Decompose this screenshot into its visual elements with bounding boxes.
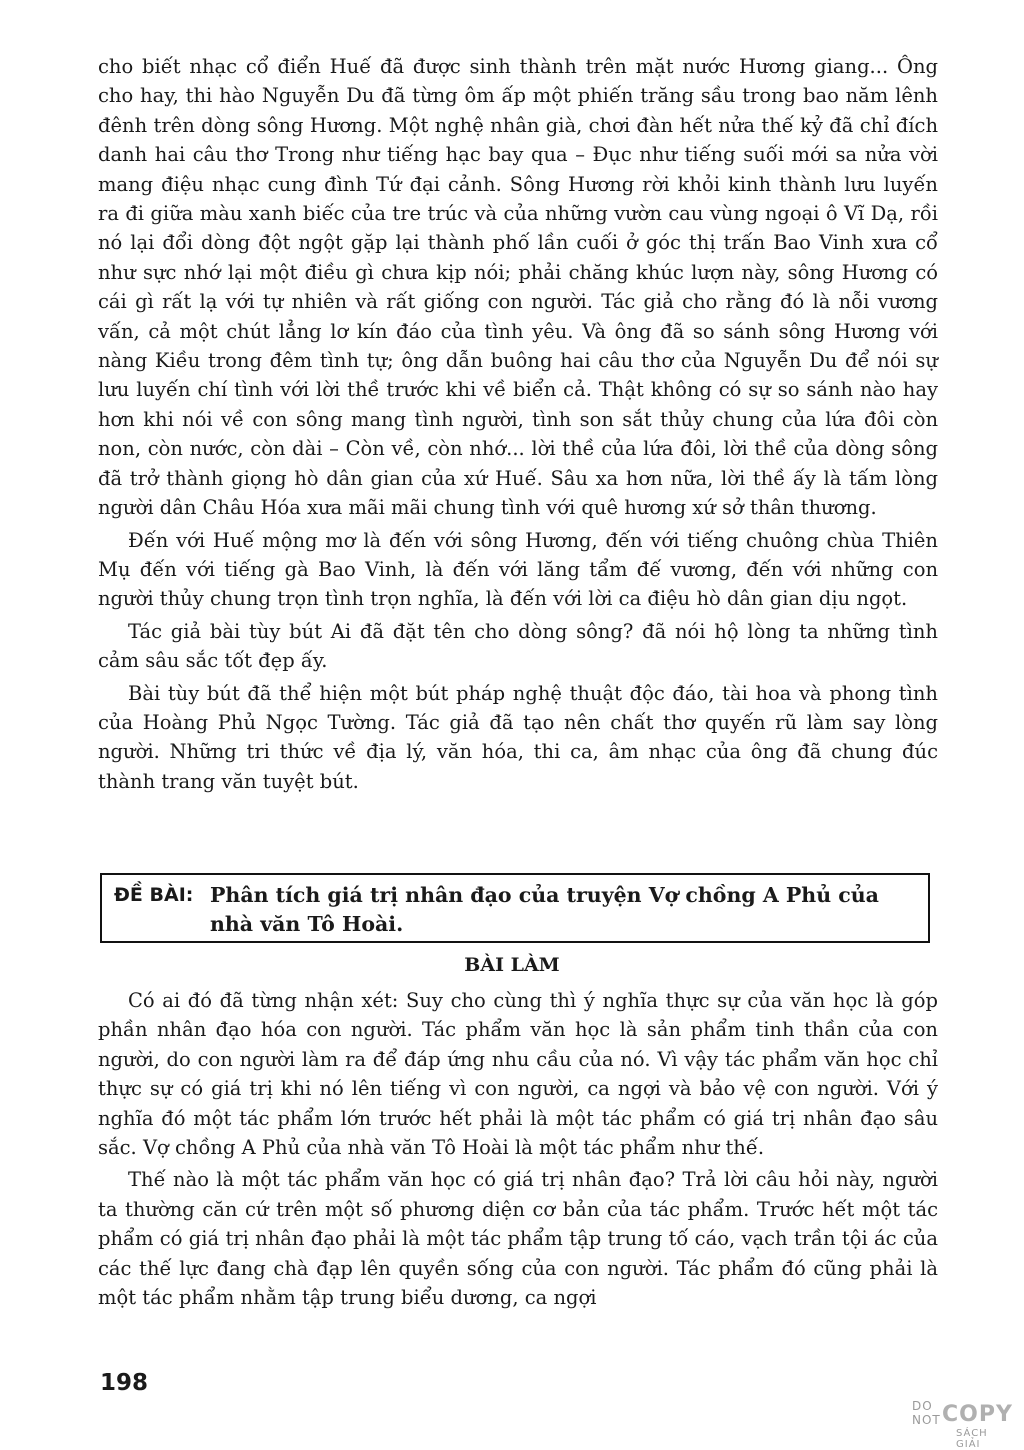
paragraph: Bài tùy bút đã thể hiện một bút pháp nghệ thuật độc đáo, tài hoa và phong tình của Hoàng Phủ Ngọc Tường. Tác giả đã tạo nên chất thơ quyến rũ làm say lòng người. Những tri thức về địa lý, văn hóa, thi ca, âm nhạc của ông đã chung đúc thành trang văn tuyệt bút. [98, 681, 938, 793]
exam-prompt-box [100, 873, 930, 943]
body-text-top [98, 52, 938, 796]
section-heading: BÀI LÀM [464, 954, 560, 976]
paragraph: Đến với Huế mộng mơ là đến với sông Hương, đến với tiếng chuông chùa Thiên Mụ đến với tiếng gà Bao Vinh, là đến với lăng tẩm đế vương, đến với những con người thủy chung trọn tình trọn nghĩa, là đến với lời ca điệu hò dân gian dịu ngọt. [98, 528, 938, 611]
watermark-logo [912, 1399, 1016, 1450]
watermark-copy: COPY [942, 1402, 1013, 1427]
watermark-not: NOT [912, 1413, 941, 1427]
paragraph: Thế nào là một tác phẩm văn học có giá trị nhân đạo? Trả lời câu hỏi này, người ta thường căn cứ trên một số phương diện cơ bản của tác phẩm. Trước hết một tác phẩm có giá trị nhân đạo phải là một tác phẩm tập trung tố cáo, vạch trần tội ác của các thế lực đang chà đạp lên quyền sống của con người. Tác phẩm đó cũng phải là một tác phẩm nhằm tập trung biểu dương, ca ngợi [98, 1168, 938, 1310]
exam-text: Phân tích giá trị nhân đạo của truyện Vợ chồng A Phủ của nhà văn Tô Hoài. [210, 883, 879, 936]
watermark-site: SÁCH GIẢI [956, 1428, 988, 1450]
page-number: 198 [100, 1370, 149, 1396]
body-text-bottom [98, 986, 938, 1312]
paragraph: cho biết nhạc cổ điển Huế đã được sinh thành trên mặt nước Hương giang... Ông cho hay, thi hào Nguyễn Du đã từng ôm ấp một phiến trăng sầu trong bao năm lênh đênh trên dòng sông Hương. Một nghệ nhân già, chơi đàn hết nửa thế kỷ đã chỉ đích danh hai câu thơ Trong như tiếng hạc bay qua – Đục như tiếng suối mới sa nửa vời mang điệu nhạc cung đình Tứ đại cảnh. Sông Hương rời khỏi kinh thành lưu luyến ra đi giữa màu xanh biếc của tre trúc và của những vườn cau vùng ngoại ô Vĩ Dạ, rồi nó lại đổi dòng đột ngột gặp lại thành phố lần cuối ở góc thị trấn Bao Vinh xưa cổ như sực nhớ lại một điều gì chưa kịp nói; phải chăng khúc lượn này, sông Hương có cái gì rất lạ với tự nhiên và rất giống con người. Tác giả cho rằng đó là nỗi vương vấn, cả một chút lẳng lơ kín đáo của tình yêu. Và ông đã so sánh sông Hương với nàng Kiều trong đêm tình tự; ông dẫn buông hai câu thơ của Nguyễn Du để nói sự lưu luyến chí tình với lời thề trước khi về biển cả. Thật không có sự so sánh nào hay hơn khi nói về con sông mang tình người, tình son sắt thủy chung của lứa đôi còn non, còn nước, còn dài – Còn về, còn nhớ... lời thề của lứa đôi, lời thề của dòng sông đã trở thành giọng hò dân gian của xứ Huế. Sâu xa hơn nữa, lời thề ấy là tấm lòng người dân Châu Hóa xưa mãi mãi chung tình với quê hương xứ sở thân thương. [98, 55, 938, 520]
exam-label: ĐỀ BÀI: [114, 884, 194, 906]
paragraph: Có ai đó đã từng nhận xét: Suy cho cùng thì ý nghĩa thực sự của văn học là góp phần nhân đạo hóa con người. Tác phẩm văn học là sản phẩm tinh thần của con người, do con người làm ra để đáp ứng nhu cầu của nó. Vì vậy tác phẩm văn học chỉ thực sự có giá trị khi nó lên tiếng vì con người, ca ngợi và bảo vệ con người. Với ý nghĩa đó một tác phẩm lớn trước hết phải là một tác phẩm có giá trị nhân đạo sâu sắc. Vợ chồng A Phủ của nhà văn Tô Hoài là một tác phẩm như thế. [98, 989, 938, 1160]
paragraph: Tác giả bài tùy bút Ai đã đặt tên cho dòng sông? đã nói hộ lòng ta những tình cảm sâu sắc tốt đẹp ấy. [98, 619, 938, 673]
watermark-do: DO [912, 1399, 933, 1413]
